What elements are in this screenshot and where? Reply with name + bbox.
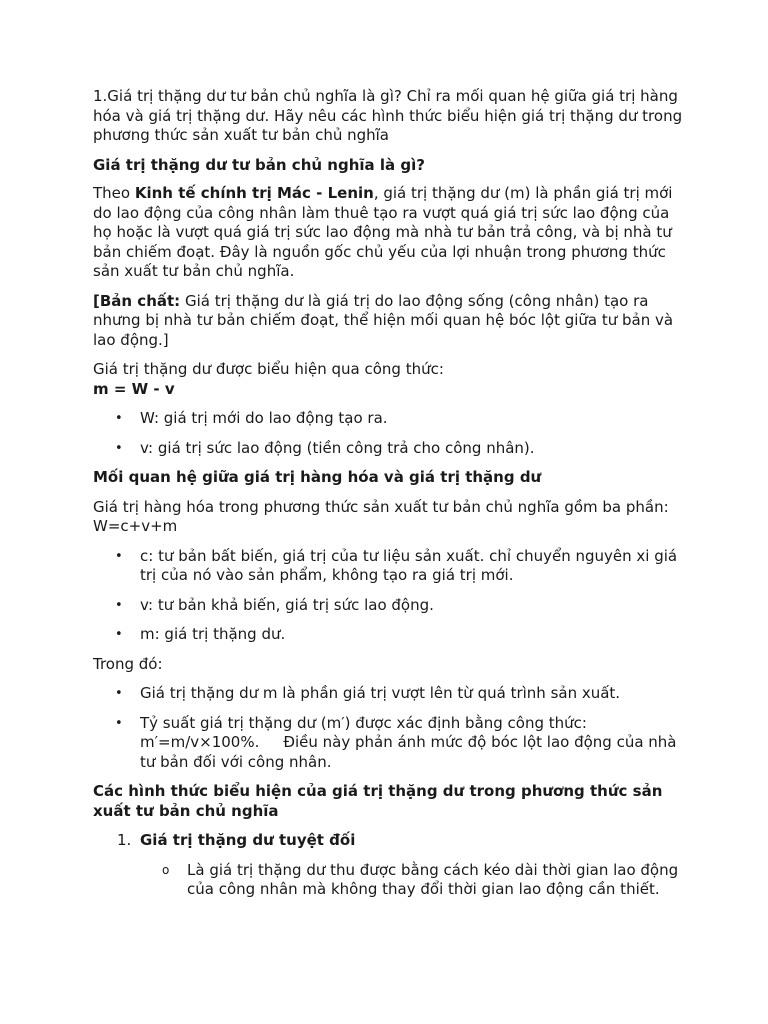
list-item xyxy=(93,831,683,851)
section1-intro xyxy=(93,184,683,282)
formula-intro: Giá trị thặng dư được biểu hiện qua công thức: xyxy=(93,360,444,378)
sub-item-text: Là giá trị thặng dư thu được bằng cách kéo dài thời gian lao động của công nhân mà không thay đổi thời gian lao động cần thiết. xyxy=(187,860,679,898)
document-page xyxy=(93,87,683,900)
section2-intro: Giá trị hàng hóa trong phương thức sản xuất tư bản chủ nghĩa gồm ba phần: xyxy=(93,497,669,516)
formula-w: W=c+v+m xyxy=(93,517,178,535)
intro-bold-term: Kinh tế chính trị Mác - Lenin xyxy=(134,184,374,202)
section3-heading: Các hình thức biểu hiện của giá trị thặng dư trong phương thức sản xuất tư bản chủ nghĩa xyxy=(93,782,663,820)
list-item xyxy=(140,861,683,900)
essence-paragraph xyxy=(93,292,683,351)
list-item: • v: tư bản khả biến, giá trị sức lao động. xyxy=(93,596,683,616)
intro-rest: , giá trị thặng dư (m) là phần giá trị mới do lao động của công nhân làm thuê tạo ra vượt quá giá trị sức lao động của họ hoặc là vượt quá giá trị sức lao động mà nhà tư bản trả công, và bị nhà tư bản chiếm đoạt. Đây là nguồn gốc chủ yếu của lợi nhuận trong phương thức sản xuất tư bản chủ nghĩa. xyxy=(93,184,673,280)
sub-bullet-list xyxy=(93,861,683,900)
list-item xyxy=(93,714,683,773)
list-item: • W: giá trị mới do lao động tạo ra. xyxy=(93,409,683,429)
question-text: 1.Giá trị thặng dư tư bản chủ nghĩa là gì? Chỉ ra mối quan hệ giữa giá trị hàng hóa và giá trị thặng dư. Hãy nêu các hình thức biểu hiện giá trị thặng dư trong phương thức sản xuất tư bản chủ nghĩa xyxy=(93,87,683,144)
rate-formula-tail: Điều này phản ánh mức độ bóc lột lao động của nhà tư bản đối với công nhân. xyxy=(140,733,677,771)
essence-label: [Bản chất: xyxy=(93,291,181,310)
section1-heading: Giá trị thặng dư tư bản chủ nghĩa là gì? xyxy=(93,155,425,174)
where-bullet-list xyxy=(93,684,683,772)
section1-bullet-list xyxy=(93,409,683,458)
list-item: • v: giá trị sức lao động (tiền công trả cho công nhân). xyxy=(93,439,683,459)
section2-bullet-list xyxy=(93,547,683,645)
where-label: Trong đó: xyxy=(93,654,163,673)
section2-heading: Mối quan hệ giữa giá trị hàng hóa và giá trị thặng dư xyxy=(93,468,542,486)
rate-formula-text: Tỷ suất giá trị thặng dư (m′) được xác định bằng công thức: m′=m/v×100%. xyxy=(140,713,587,751)
item-number: 1. xyxy=(117,831,132,849)
list-item: • Giá trị thặng dư m là phần giá trị vượt lên từ quá trình sản xuất. xyxy=(93,684,683,704)
list-item: • m: giá trị thặng dư. xyxy=(93,625,683,645)
item-title: Giá trị thặng dư tuyệt đối xyxy=(140,831,356,849)
circle-bullet-icon: o xyxy=(162,862,170,877)
essence-text: Giá trị thặng dư là giá trị do lao động sống (công nhân) tạo ra nhưng bị nhà tư bản chiếm đoạt, thể hiện mối quan hệ bóc lột giữa tư bản và lao động.] xyxy=(93,291,674,349)
formula-m: m = W - v xyxy=(93,379,175,398)
section3-numbered-list xyxy=(93,831,683,851)
list-item: • c: tư bản bất biến, giá trị của tư liệu sản xuất. chỉ chuyển nguyên xi giá trị của nó vào sản phẩm, không tạo ra giá trị mới. xyxy=(93,547,683,586)
intro-prefix: Theo xyxy=(93,184,135,202)
